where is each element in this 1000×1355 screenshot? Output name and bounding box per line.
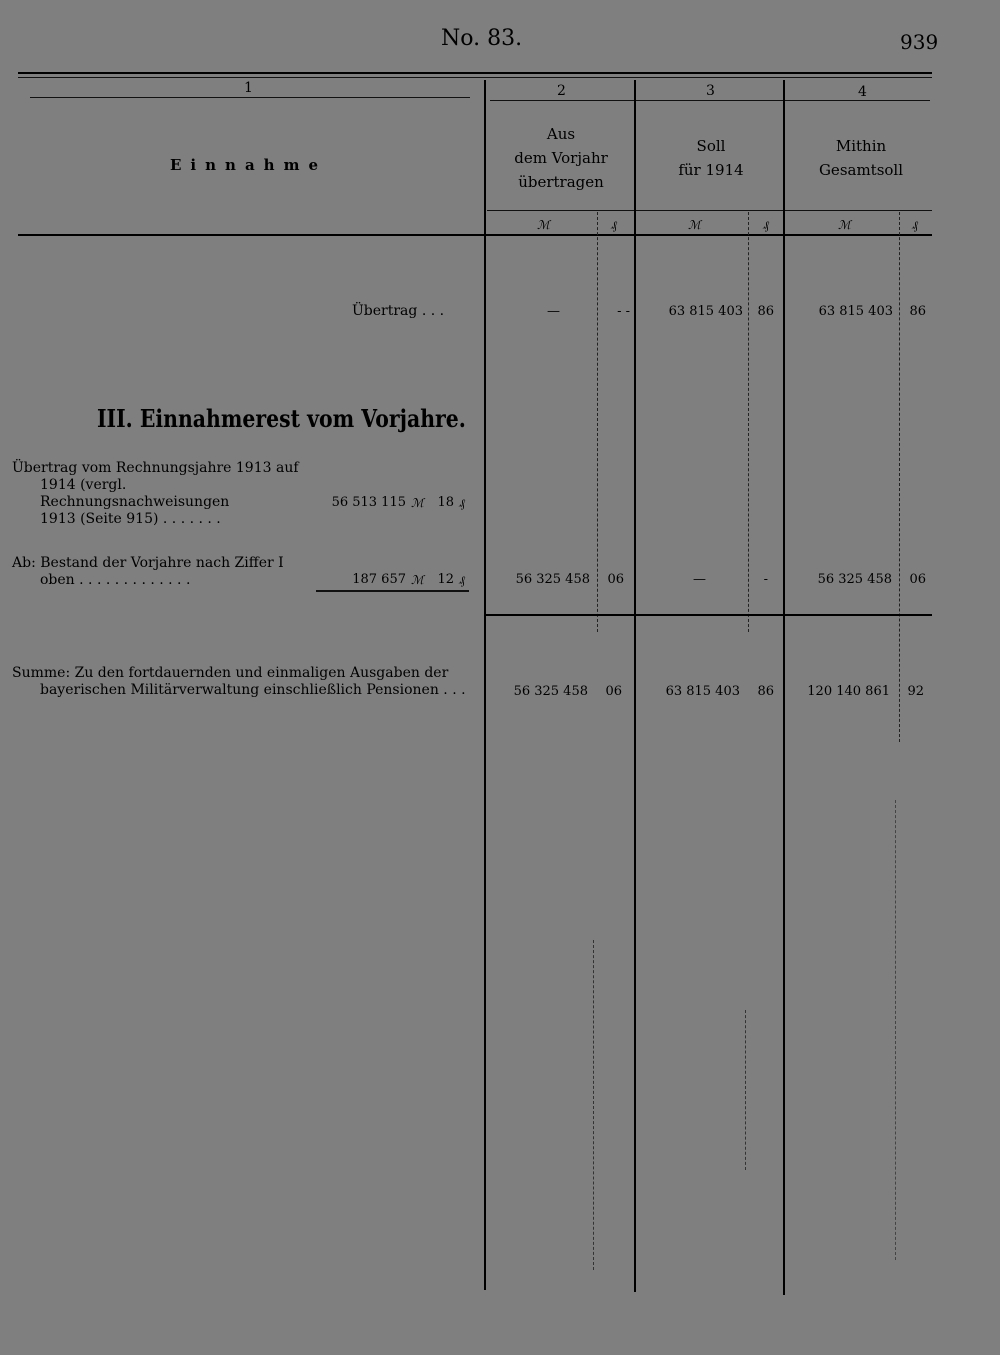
number-row-rule: [30, 97, 470, 98]
pf-separator-3: [748, 212, 750, 632]
ab-c4-mark: 56 325 458: [817, 572, 892, 587]
ab-line-2: oben . . . . . . . . . . . . .: [40, 572, 191, 588]
column-2-header-line1: Aus: [546, 125, 576, 143]
rest-text: [12, 460, 308, 528]
summe-line-1: Summe: Zu den fortdauernden und einmaligen Ausgaben der: [12, 665, 449, 681]
ab-pf-unit: ₰: [459, 573, 465, 587]
column-3-header-line1: Soll: [696, 137, 726, 155]
uebertrag-c4-pf: 86: [909, 304, 926, 319]
summe-c2-pf: 06: [605, 684, 622, 699]
summe-text: [12, 665, 470, 699]
lower-dash-3: [745, 1010, 747, 1170]
summe-c4-mark: 120 140 861: [807, 684, 890, 699]
ab-c4-pf: 06: [909, 572, 926, 587]
sum-rule: [484, 614, 932, 616]
lower-dash-4: [895, 800, 897, 1260]
rest-line-3: 1913 (Seite 915) . . . . . . .: [40, 511, 221, 527]
column-3-header: [637, 134, 785, 182]
column-4-number: 4: [858, 84, 867, 100]
lower-dash-2: [593, 940, 595, 1270]
header-bottom-rule: [18, 234, 932, 236]
summe-c3-mark: 63 815 403: [665, 684, 740, 699]
pf-separator-2: [597, 212, 599, 632]
ab-c2-pf: 06: [607, 572, 624, 587]
column-4-header-line2: Gesamtsoll: [818, 161, 904, 179]
top-rule-thin: [18, 77, 932, 78]
column-3-mark-unit: ℳ: [688, 218, 701, 232]
column-2-mark-unit: ℳ: [537, 218, 550, 232]
section-title: III. Einnahmerest vom Vorjahre.: [97, 404, 466, 433]
pf-separator-4: [899, 212, 901, 742]
rest-pf: 18: [437, 495, 454, 510]
column-4-mark-unit: ℳ: [838, 218, 851, 232]
column-3-number: 3: [706, 83, 715, 99]
summe-line-2: bayerischen Militärverwaltung einschließlich Pensionen . . .: [40, 682, 466, 698]
uebertrag-c2-mark: —: [547, 304, 560, 319]
uebertrag-label: Übertrag . . .: [352, 303, 445, 319]
column-1-label: Einnahme: [170, 156, 327, 174]
rest-mark-unit: ℳ: [411, 496, 424, 510]
uebertrag-c3-pf: 86: [757, 304, 774, 319]
ab-pf: 12: [437, 572, 454, 587]
column-2-header: [487, 122, 635, 194]
uebertrag-c2-pf: - -: [617, 304, 630, 319]
rest-line-2: 1914 (vergl. Rechnungsnachweisungen: [40, 477, 230, 510]
column-3-header-line2: für 1914: [678, 161, 744, 179]
uebertrag-c3-mark: 63 815 403: [668, 304, 743, 319]
page-number: 939: [900, 30, 939, 54]
column-4-header-line1: Mithin: [835, 137, 887, 155]
column-2-number: 2: [557, 83, 566, 99]
top-rule: [18, 72, 932, 74]
column-3-pf-unit: ₰: [763, 218, 769, 232]
ab-c3-mark: —: [693, 572, 706, 587]
column-rule-2: [484, 80, 486, 1290]
rest-amount: 56 513 115: [331, 495, 406, 510]
ab-underline: [316, 590, 469, 592]
rest-pf-unit: ₰: [459, 496, 465, 510]
document-title: No. 83.: [441, 26, 523, 51]
ab-c2-mark: 56 325 458: [515, 572, 590, 587]
number-row-rule-right: [490, 100, 930, 101]
summe-c2-mark: 56 325 458: [513, 684, 588, 699]
rest-line-1: Übertrag vom Rechnungsjahre 1913 auf: [12, 460, 299, 476]
ab-line-1: Ab: Bestand der Vorjahre nach Ziffer I: [12, 555, 284, 571]
column-rule-4: [783, 80, 785, 1295]
summe-c3-pf: 86: [757, 684, 774, 699]
column-2-pf-unit: ₰: [611, 218, 617, 232]
ab-text: [12, 555, 308, 589]
column-4-pf-unit: ₰: [912, 218, 918, 232]
ab-mark-unit: ℳ: [411, 573, 424, 587]
uebertrag-c4-mark: 63 815 403: [818, 304, 893, 319]
ab-c3-pf: -: [763, 572, 768, 587]
column-4-header: [787, 134, 935, 182]
ab-amount: 187 657: [352, 572, 406, 587]
column-1-number: 1: [244, 80, 253, 96]
unit-row-rule: [487, 210, 932, 211]
column-rule-3: [634, 80, 636, 1292]
column-2-header-line2: dem Vorjahr: [514, 149, 608, 167]
summe-c4-pf: 92: [907, 684, 924, 699]
column-2-header-line3: übertragen: [518, 173, 604, 191]
